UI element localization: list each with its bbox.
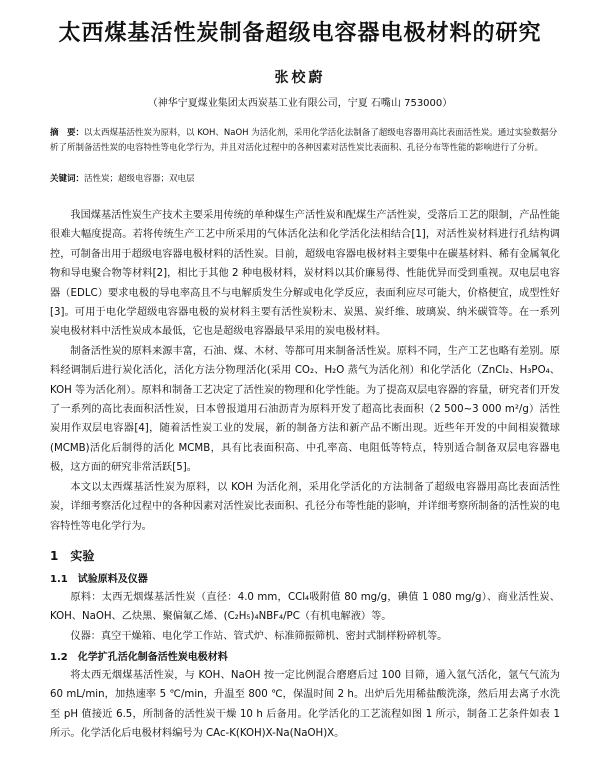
keywords-text: 活性炭；超级电容器；双电层 xyxy=(84,174,195,184)
instruments-paragraph: 仪器：真空干燥箱、电化学工作站、管式炉、标准筛振筛机、密封式制样粉碎机等。 xyxy=(70,630,448,642)
introduction xyxy=(50,206,560,536)
abstract-label: 摘 要： xyxy=(50,128,85,138)
intro-paragraph-3: 本文以太西煤基活性炭为原料，以 KOH 为活化剂，采用化学活化的方法制备了超级电容器用高比表面活性炭，详细考察活化过程中的各种因素对活性炭比表面积、孔径分布等性能的影响，并详细考察所制备的活性炭的电容特性等电化学行为。 xyxy=(50,481,560,532)
author-affiliation: （神华宁夏煤业集团太西炭基工业有限公司，宁夏 石嘴山 753000） xyxy=(147,98,453,109)
intro-paragraph-2: 制备活性炭的原料来源丰富，石油、煤、木材、等都可用来制备活性炭。原料不同，生产工艺也略有差别。原料经调制后进行炭化活化，活化方法分物理活化(采用 CO₂、H₂O 蒸气为活化剂）和化学活化（ZnCl₂、H₃PO₄、KOH 等为活化剂）。原料和制备工艺决定了活性炭的物理和化学性能。为了提高双层电容器的容量，研究者们开发了一系列的高比表面积活性炭，日本曾报道用石油沥青为原料开发了超高比表面积（2 500~3 000 m²/g）活性炭用作双层电容器[4]，随着活性炭工业的发展，新的制备方法和新产品不断出现。近些年开发的中间相炭微球(MCMB)活化后制得的活化 MCMB，具有比表面积高、中孔率高、电阻低等特点，特别适合制备双层电容器电极，这方面的研究非常活跃[5]。 xyxy=(50,345,560,474)
intro-paragraph-1: 我国煤基活性炭生产技术主要采用传统的单种煤生产活性炭和配煤生产活性炭，受落后工艺的限制，产品性能很难大幅度提高。若将传统生产工艺中所采用的气体活化法和化学活化法相结合[1]，对活性炭材料进行孔结构调控，可制备出用于超级电容器电极材料的活性炭。目前，超级电容器电极材料主要集中在碳基材料、稀有金属氧化物和导电聚合物等材料[2]，相比于其他 2 种电极材料，炭材料以其价廉易得、性能优异而受到重视。双电层电容器（EDLC）要求电极的导电率高且不与电解质发生分解或电化学反应，表面利应尽可能大，价格便宜，成型性好[3]。可用于电化学超级电容器电极的炭材料主要有活性炭粉末、炭黑、炭纤维、玻璃炭、纳米碳管等。在一系列炭电极材料中活性炭成本最低，它也是超级电容器最早采用的炭电极材料。 xyxy=(50,210,560,338)
subsection-heading-1-2: 1.2 化学扩孔活化制备活性炭电极材料 xyxy=(50,652,228,663)
paper-title: 太西煤基活性炭制备超级电容器电极材料的研究 xyxy=(58,20,542,46)
keywords-label: 关键词： xyxy=(50,174,85,184)
subsection-heading-1-1: 1.1 试验原料及仪器 xyxy=(50,574,148,585)
abstract-text: 以太西煤基活性炭为原料，以 KOH、NaOH 为活化剂，采用化学活化法制备了超级电容器用高比表面活性炭。通过实验数据分析了所制备活性炭的电容特性等电化学行为，并且对活化过程中的各种因素对活性炭比表面积、孔径分布等性能的影响进行了分析。 xyxy=(50,128,558,153)
keywords xyxy=(50,172,560,187)
materials-paragraph: 原料：太西无烟煤基活性炭（直径：4.0 mm，CCl₄吸附值 80 mg/g，碘值 1 080 mg/g）、商业活性炭、KOH、NaOH、乙炔黑、聚偏氟乙烯、(C₂H₅)₄NBF₄/PC（有机电解液）等。 xyxy=(50,592,560,623)
activation-paragraph: 将太西无烟煤基活性炭，与 KOH、NaOH 按一定比例混合磨磨后过 100 目筛，通入氩气活化，氩气气流为 60 mL/min，加热速率 5 ℃/min，升温至 800 ℃，保温时间 2 h。出炉后先用稀盐酸洗涤，然后用去离子水洗至 pH 值接近 6.5，所制备的活性炭干燥 10 h 后备用。化学活化的工艺流程如图 1 所示，制备工艺条件如表 1 所示。化学活化后电极材料编号为 CAc-K(KOH)X-Na(NaOH)X。 xyxy=(50,670,560,740)
author-name: 张校蔚 xyxy=(274,70,326,86)
section-heading-experiment: 1 实验 xyxy=(50,549,95,563)
activation-method xyxy=(50,666,560,744)
materials-instruments xyxy=(50,588,560,646)
abstract xyxy=(50,126,560,156)
